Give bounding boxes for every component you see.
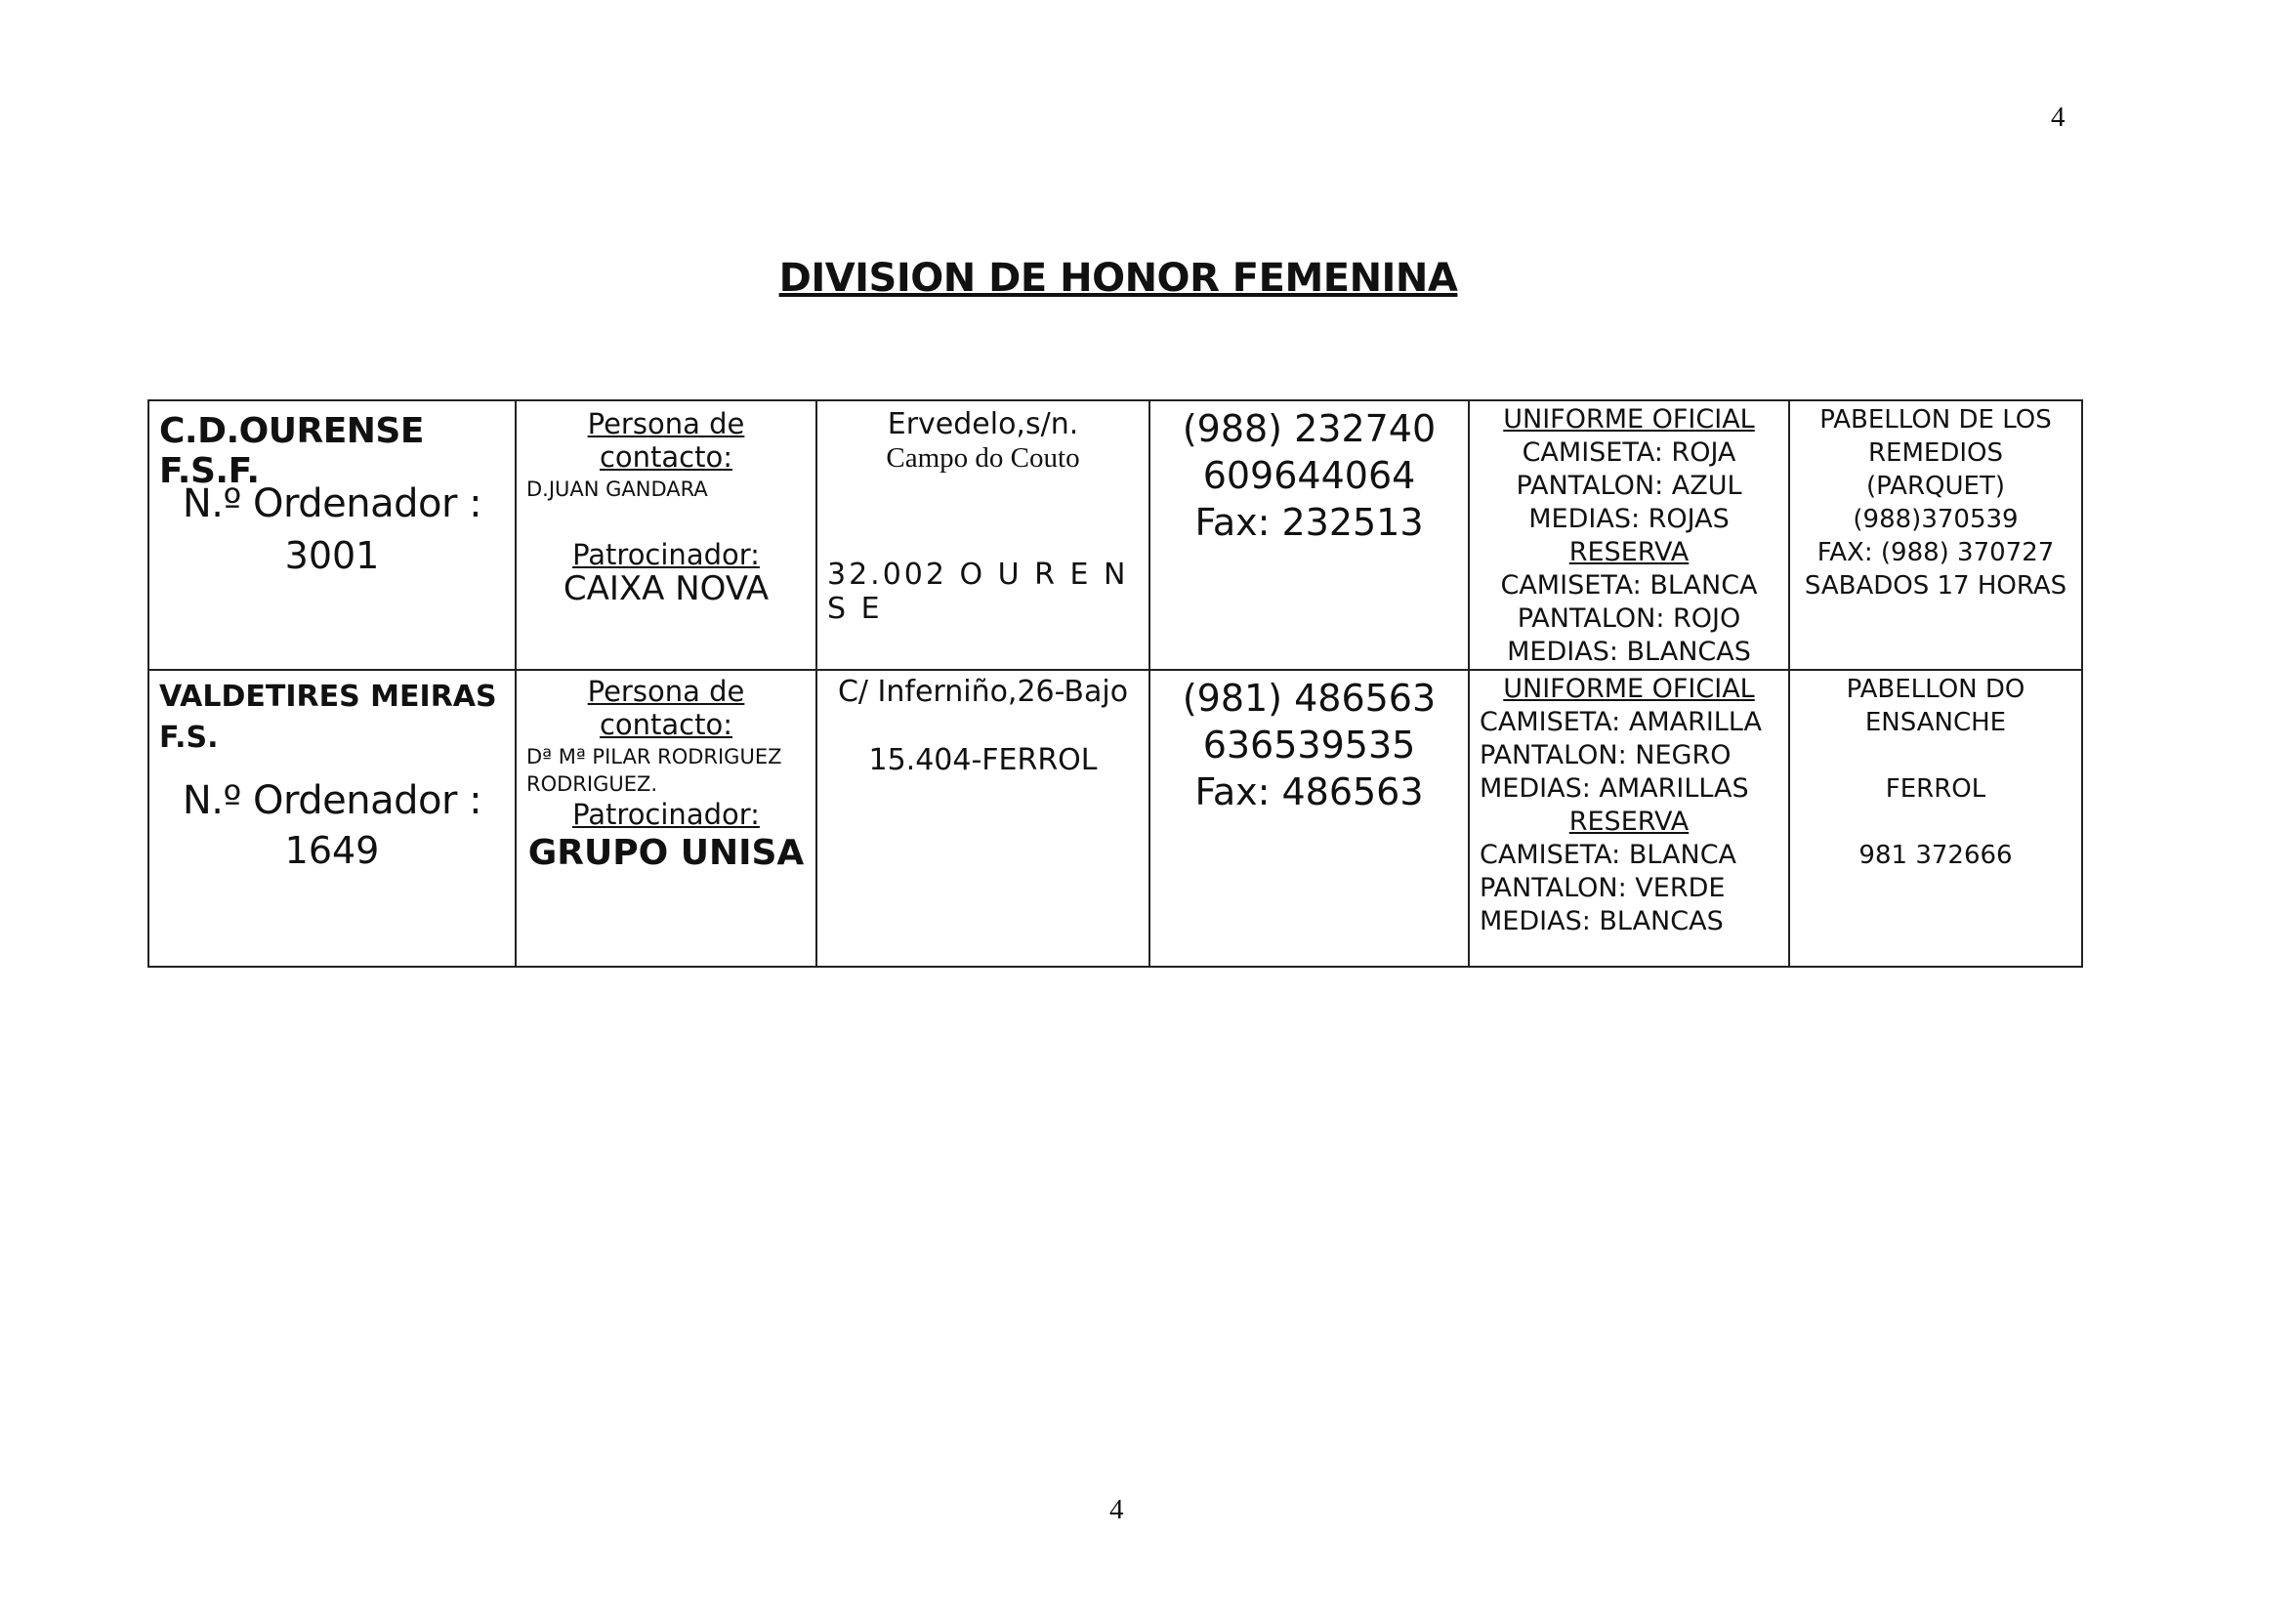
contact-label: contacto: <box>599 708 733 741</box>
uniform-item: PANTALON: AZUL <box>1516 471 1742 501</box>
address-line: Campo do Couto <box>886 442 1080 474</box>
contact-cell <box>516 670 816 967</box>
uniform-heading: UNIFORME OFICIAL <box>1503 674 1755 704</box>
phone-number: (988) 232740 <box>1182 407 1437 450</box>
uniform-item: CAMISETA: AMARILLA <box>1480 707 1762 737</box>
uniform-item: CAMISETA: BLANCA <box>1480 840 1737 870</box>
club-cell <box>148 400 516 670</box>
ordenador-label: N.º Ordenador : <box>182 778 482 823</box>
sponsor-name: GRUPO UNISA <box>527 833 805 873</box>
venue-line: PABELLON DO <box>1846 675 2025 704</box>
uniform-item: MEDIAS: ROJAS <box>1528 504 1730 534</box>
table-row <box>148 670 2082 967</box>
page-number-top: 4 <box>2051 102 2066 133</box>
phone-number: (981) 486563 <box>1182 677 1437 720</box>
fax-number: Fax: 232513 <box>1194 501 1424 544</box>
venue-line: PABELLON DE LOS <box>1819 405 2052 435</box>
contact-name: D.JUAN GANDARA <box>526 477 708 501</box>
venue-line: ENSANCHE <box>1864 708 2007 737</box>
uniform-item: MEDIAS: BLANCAS <box>1480 906 1724 936</box>
venue-city: FERROL <box>1885 774 1986 804</box>
address-line: 15.404-FERROL <box>868 743 1098 777</box>
club-name-line: F.S. <box>159 721 219 755</box>
address-postal: 32.002 O U R E N S E <box>827 558 1129 626</box>
venue-phone: (988)370539 <box>1853 505 2019 534</box>
uniform-item: PANTALON: VERDE <box>1480 873 1726 903</box>
address-line: C/ Inferniño,26-Bajo <box>837 675 1129 709</box>
ordenador-value: 1649 <box>284 829 380 872</box>
uniform-item: CAMISETA: ROJA <box>1522 437 1736 468</box>
club-name-line: VALDETIRES MEIRAS <box>159 680 497 714</box>
address-cell <box>816 670 1149 967</box>
sponsor-label: Patrocinador: <box>572 538 760 571</box>
uniform-cell <box>1469 670 1789 967</box>
contact-label: Persona de <box>587 675 745 708</box>
contact-label: contacto: <box>599 440 733 474</box>
venue-cell <box>1789 400 2082 670</box>
club-name: C.D.OURENSE F.S.F. <box>159 411 424 491</box>
venue-fax: FAX: (988) 370727 <box>1816 538 2055 567</box>
club-name <box>149 671 515 759</box>
contact-name: RODRIGUEZ. <box>526 772 658 796</box>
page-number-bottom: 4 <box>1109 1494 1124 1525</box>
uniform-heading: UNIFORME OFICIAL <box>1503 404 1755 435</box>
uniform-item: MEDIAS: BLANCAS <box>1507 637 1751 667</box>
reserve-heading: RESERVA <box>1568 807 1690 837</box>
contact-name: Dª Mª PILAR RODRIGUEZ <box>526 745 782 768</box>
uniform-item: PANTALON: NEGRO <box>1480 740 1732 770</box>
page-title: DIVISION DE HONOR FEMENINA <box>778 256 1458 301</box>
phone-cell <box>1149 670 1469 967</box>
address-line: Ervedelo,s/n. <box>887 407 1079 441</box>
venue-phone: 981 372666 <box>1858 841 2013 870</box>
contact-label: Persona de <box>587 407 745 440</box>
table-row <box>148 400 2082 670</box>
sponsor-name: CAIXA NOVA <box>563 569 770 608</box>
phone-cell <box>1149 400 1469 670</box>
fax-number: Fax: 486563 <box>1194 770 1424 813</box>
sponsor-label: Patrocinador: <box>572 798 760 831</box>
address-cell <box>816 400 1149 670</box>
teams-table <box>147 399 2083 968</box>
reserve-heading: RESERVA <box>1568 537 1690 567</box>
ordenador-label: N.º Ordenador : <box>182 481 482 526</box>
uniform-item: CAMISETA: BLANCA <box>1500 570 1758 601</box>
ordenador-value: 3001 <box>284 534 380 577</box>
contact-cell <box>516 400 816 670</box>
uniform-item: PANTALON: ROJO <box>1517 603 1741 634</box>
phone-number: 636539535 <box>1202 724 1416 767</box>
uniform-cell <box>1469 400 1789 670</box>
venue-line: REMEDIOS <box>1867 438 2003 468</box>
venue-cell <box>1789 670 2082 967</box>
venue-schedule: SABADOS 17 HORAS <box>1804 571 2067 601</box>
club-cell <box>148 670 516 967</box>
phone-number: 609644064 <box>1202 454 1416 497</box>
venue-line: (PARQUET) <box>1866 472 2005 501</box>
uniform-item: MEDIAS: AMARILLAS <box>1480 773 1749 804</box>
